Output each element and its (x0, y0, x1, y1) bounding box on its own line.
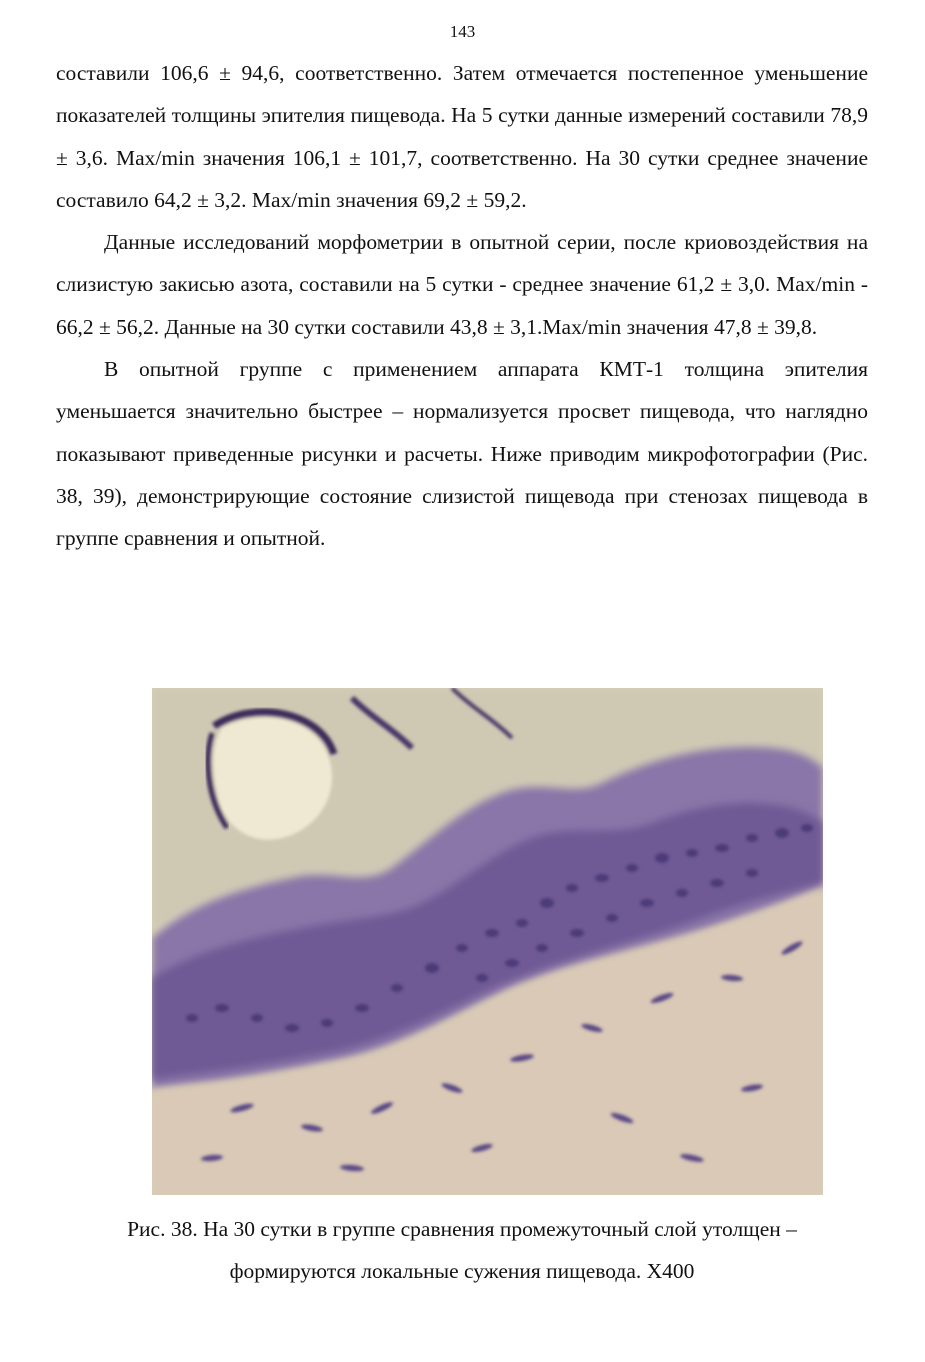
page-number: 143 (449, 22, 476, 41)
caption-line-1: Рис. 38. На 30 сутки в группе сравнения промежуточный слой утолщен – (127, 1217, 797, 1241)
paragraph-1: составили 106,6 ± 94,6, соответственно. Затем отмечается постепенное уменьшение показателей толщины эпителия пищевода. На 5 сутки данные измерений составили 78,9 ± 3,6. Max/min значения 106,1 ± 101,7, соответственно. На 30 сутки среднее значение составило 64,2 ± 3,2. Max/min значения 69,2 ± 59,2. (56, 61, 868, 212)
micrograph-image (152, 688, 823, 1195)
micrograph-figure (152, 688, 823, 1195)
paragraph-2: Данные исследований морфометрии в опытной серии, после криовоздействия на слизистую закисью азота, составили на 5 сутки - среднее значение 61,2 ± 3,0. Max/min - 66,2 ± 56,2. Данные на 30 сутки составили 43,8 ± 3,1.Max/min значения 47,8 ± 39,8. (56, 230, 868, 339)
figure-caption (56, 1208, 868, 1292)
body-text (56, 52, 868, 560)
paragraph-3: В опытной группе с применением аппарата КМТ-1 толщина эпителия уменьшается значительно быстрее – нормализуется просвет пищевода, что наглядно показывают приведенные рисунки и расчеты. Ниже приводим микрофотографии (Рис. 38, 39), демонстрирующие состояние слизистой пищевода при стенозах пищевода в группе сравнения и опытной. (56, 357, 868, 551)
caption-line-2: формируются локальные сужения пищевода. X400 (229, 1259, 695, 1283)
